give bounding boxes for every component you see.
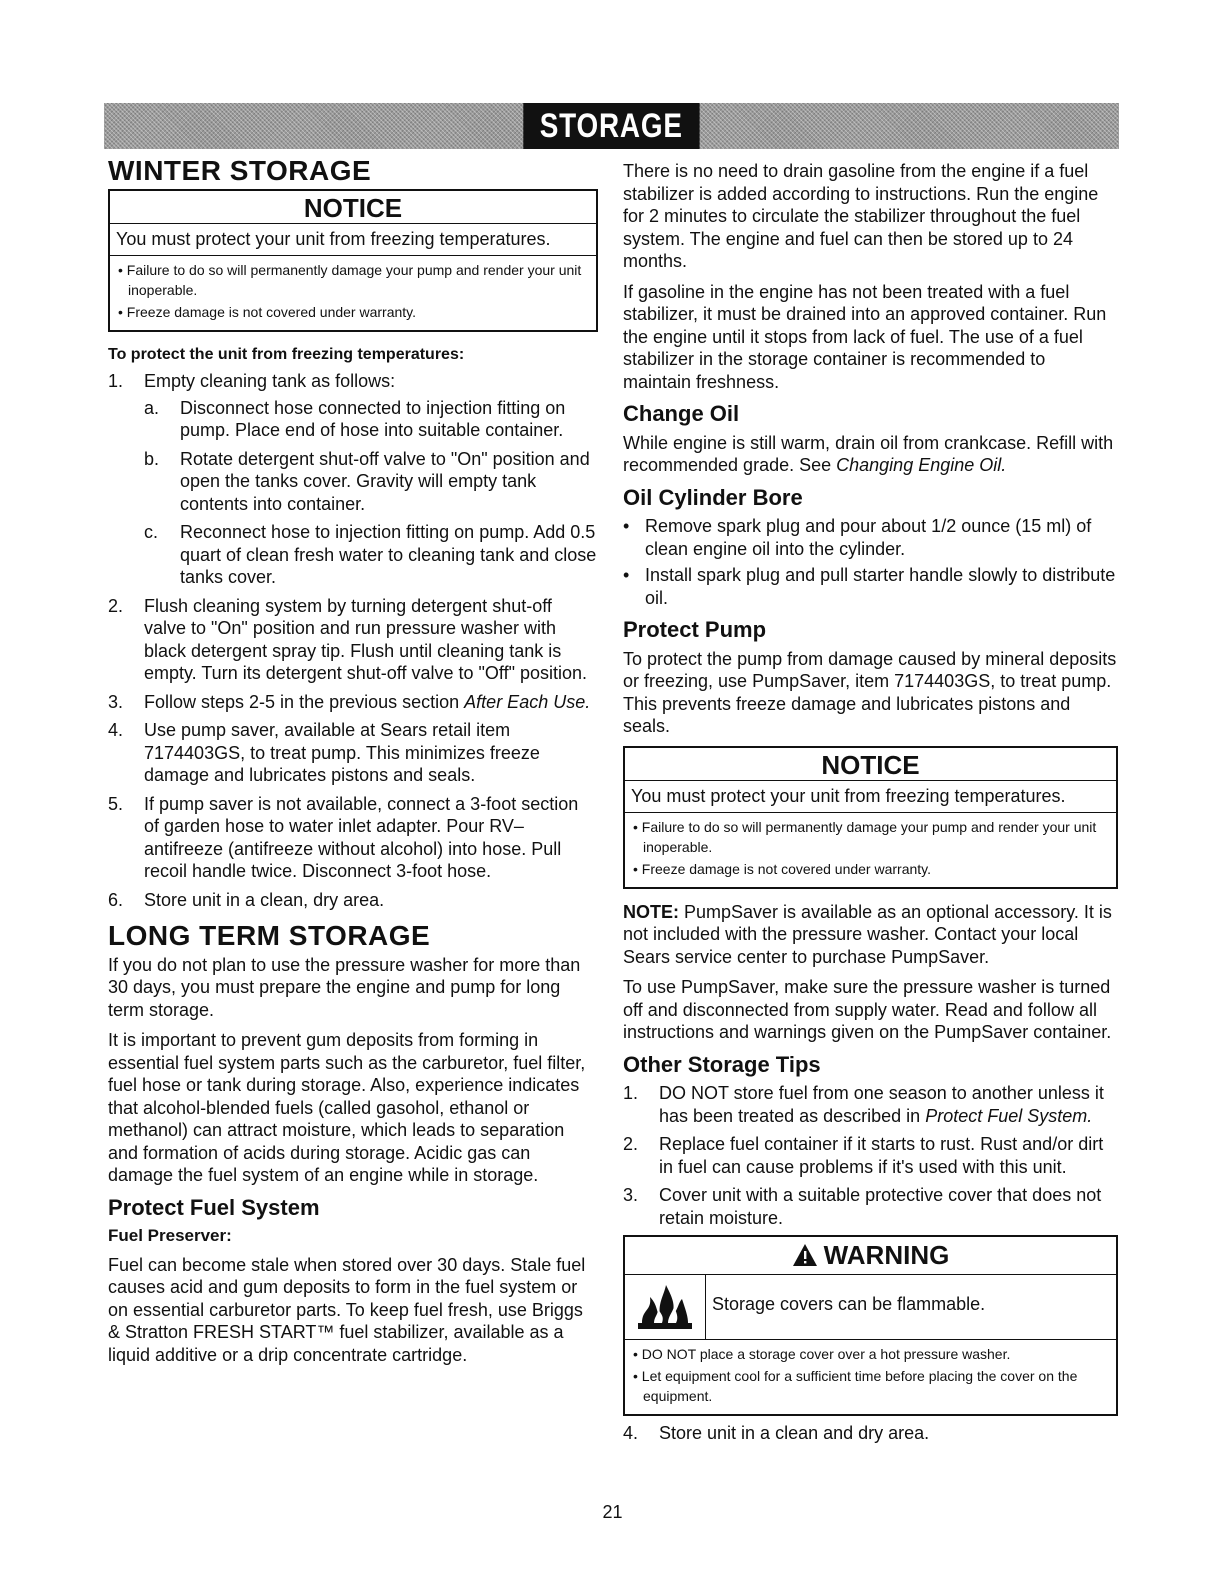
- notice-heading: NOTICE: [110, 191, 596, 225]
- step-item: 2. Flush cleaning system by turning detergent shut-off valve to "On" position and run pressure washer with black detergent spray tip. Flush until cleaning tank is empty. Turn its detergent shut-off valve to "Off" position.: [108, 595, 588, 683]
- tip-item: 2. Replace fuel container if it starts to rust. Rust and/or dirt in fuel can cause problems if it's used with this unit.: [623, 1134, 1104, 1177]
- notice-bullets: [625, 813, 1116, 887]
- cylinder-bore-heading: Oil Cylinder Bore: [623, 484, 803, 510]
- left-column: [108, 155, 598, 1374]
- warning-triangle-icon: [792, 1243, 818, 1270]
- change-oil-paragraph: While engine is still warm, drain oil from crankcase. Refill with recommended grade. See Changing Engine Oil.: [623, 432, 1114, 475]
- warning-box: [623, 1235, 1118, 1416]
- fuel-preserver-paragraph: Fuel can become stale when stored over 30 days. Stale fuel causes acid and gum deposits to form in the fuel system or on essential carburetor parts. To keep fuel fresh, use Briggs & Stratton FRESH START™ fuel stabilizer, available as a liquid additive or a drip concentrate cartridge.: [108, 1254, 586, 1365]
- notice-line: You must protect your unit from freezing temperatures.: [110, 224, 596, 256]
- notice-bullets: [110, 256, 596, 330]
- protect-pump-heading: Protect Pump: [623, 617, 767, 642]
- step-item: 5. If pump saver is not available, connect a 3-foot section of garden hose to water inlet adapter. Pour RV–antifreeze (antifreeze without alcohol) into hose. Pull recoil handle twice. Disconnect 3-foot hose.: [108, 793, 579, 881]
- notice-heading: NOTICE: [625, 748, 1116, 782]
- sub-steps: [144, 397, 598, 589]
- section-banner: [104, 103, 1119, 149]
- warning-heading: WARNING: [625, 1237, 1116, 1275]
- notice-bullet: • Failure to do so will permanently damage your pump and render your unit inoperable.: [633, 818, 1097, 855]
- notice-line: You must protect your unit from freezing temperatures.: [625, 781, 1116, 813]
- right-column: [623, 160, 1118, 1450]
- long-term-paragraph: It is important to prevent gum deposits from forming in essential fuel system parts such as the carburetor, fuel filter, fuel hose or tank during storage. Also, experience indicates that alcohol-blended fuels (called gasohol, ethanol or methanol) can attract moisture, which leads to separation and formation of acids during storage. Acidic gas can damage the fuel system of an engine while in storage.: [108, 1030, 586, 1185]
- step-item: 3. Follow steps 2-5 in the previous section After Each Use.: [108, 691, 591, 712]
- fuel-preserver-heading: Fuel Preserver:: [108, 1226, 232, 1245]
- notice-box: [108, 189, 598, 332]
- fuel-system-heading: Protect Fuel System: [108, 1194, 320, 1220]
- step-item: 1. Empty cleaning tank as follows: a. Disconnect hose connected to injection fitting on pump. Place end of hose into suitable container. b. Rotate detergent shut-off valve to "On" position and open the tanks cover. Gravity will empty tank contents into container. c. Reconnect hose to injection fitting on pump. Add 0.5 quart of clean fresh water to cleaning tank and close tanks cover.: [108, 371, 597, 587]
- fire-hazard-icon: [625, 1275, 706, 1339]
- notice-bullet: • Failure to do so will permanently damage your pump and render your unit inoperable.: [118, 261, 582, 298]
- warning-bullet: • Let equipment cool for a sufficient time before placing the cover on the equipment.: [633, 1367, 1078, 1404]
- sub-step-item: b. Rotate detergent shut-off valve to "On" position and open the tanks cover. Gravity will empty tank contents into container.: [144, 448, 590, 514]
- notice-box: [623, 746, 1118, 889]
- pumpsaver-paragraph: To use PumpSaver, make sure the pressure washer is turned off and disconnected from supply water. Read and follow all instructions and warnings given on the PumpSaver container.: [623, 977, 1112, 1042]
- protect-pump-paragraph: To protect the pump from damage caused by mineral deposits or freezing, use PumpSaver, item 7174403GS, to treat pump. This prevents freeze damage and lubricates pistons and seals.: [623, 648, 1117, 736]
- step-item: 4. Use pump saver, available at Sears retail item 7174403GS, to treat pump. This minimizes freeze damage and lubricates pistons and seals.: [108, 720, 540, 785]
- sub-step-item: c. Reconnect hose to injection fitting on pump. Add 0.5 quart of clean fresh water to cleaning tank and close tanks cover.: [144, 522, 597, 587]
- long-term-paragraph: If you do not plan to use the pressure washer for more than 30 days, you must prepare the engine and pump for long term storage.: [108, 954, 581, 1020]
- stabilizer-paragraph: There is no need to drain gasoline from the engine if a fuel stabilizer is added according to instructions. Run the engine for 2 minutes to circulate the stabilizer throughout the fuel system. The engine and fuel can then be stored up to 24 months.: [623, 161, 1099, 271]
- list-item: • Install spark plug and pull starter handle slowly to distribute oil.: [623, 565, 1116, 608]
- storage-tips-heading: Other Storage Tips: [623, 1051, 821, 1077]
- page-number: 21: [602, 1502, 623, 1522]
- notice-bullet: • Freeze damage is not covered under warranty.: [118, 303, 417, 320]
- note-paragraph: NOTE: PumpSaver is available as an optional accessory. It is not included with the pressure washer. Contact your local Sears service center to purchase PumpSaver.: [623, 901, 1112, 967]
- drain-paragraph: If gasoline in the engine has not been treated with a fuel stabilizer, it must be drained into an approved container. Run the engine until it stops from lack of fuel. The use of a fuel stabilizer in the storage container is recommended to maintain freshness.: [623, 281, 1107, 392]
- storage-tips-list-continued: [623, 1422, 1118, 1445]
- sub-step-item: a. Disconnect hose connected to injection fitting on pump. Place end of hose into suitable container.: [144, 397, 566, 440]
- winter-steps: [108, 370, 598, 911]
- winter-storage-heading: WINTER STORAGE: [108, 155, 372, 186]
- warning-row: [625, 1275, 1116, 1340]
- tip-item: 4. Store unit in a clean and dry area.: [623, 1422, 930, 1443]
- protect-intro: To protect the unit from freezing temperatures:: [108, 345, 465, 363]
- tip-item: 1. DO NOT store fuel from one season to another unless it has been treated as described in Protect Fuel System.: [623, 1083, 1104, 1126]
- storage-tips-list: [623, 1082, 1118, 1229]
- warning-bullet: • DO NOT place a storage cover over a hot pressure washer.: [633, 1345, 1011, 1362]
- step-item: 6. Store unit in a clean, dry area.: [108, 889, 385, 910]
- cylinder-bore-list: [623, 515, 1118, 609]
- warning-bullets: [625, 1340, 1116, 1414]
- tip-item: 3. Cover unit with a suitable protective cover that does not retain moisture.: [623, 1185, 1102, 1228]
- list-item: • Remove spark plug and pour about 1/2 ounce (15 ml) of clean engine oil into the cylinder.: [623, 516, 1092, 559]
- change-oil-heading: Change Oil: [623, 401, 740, 426]
- warning-line: Storage covers can be flammable.: [712, 1293, 986, 1314]
- long-term-heading: LONG TERM STORAGE: [108, 920, 431, 951]
- notice-bullet: • Freeze damage is not covered under warranty.: [633, 860, 932, 877]
- banner-title: STORAGE: [524, 103, 700, 149]
